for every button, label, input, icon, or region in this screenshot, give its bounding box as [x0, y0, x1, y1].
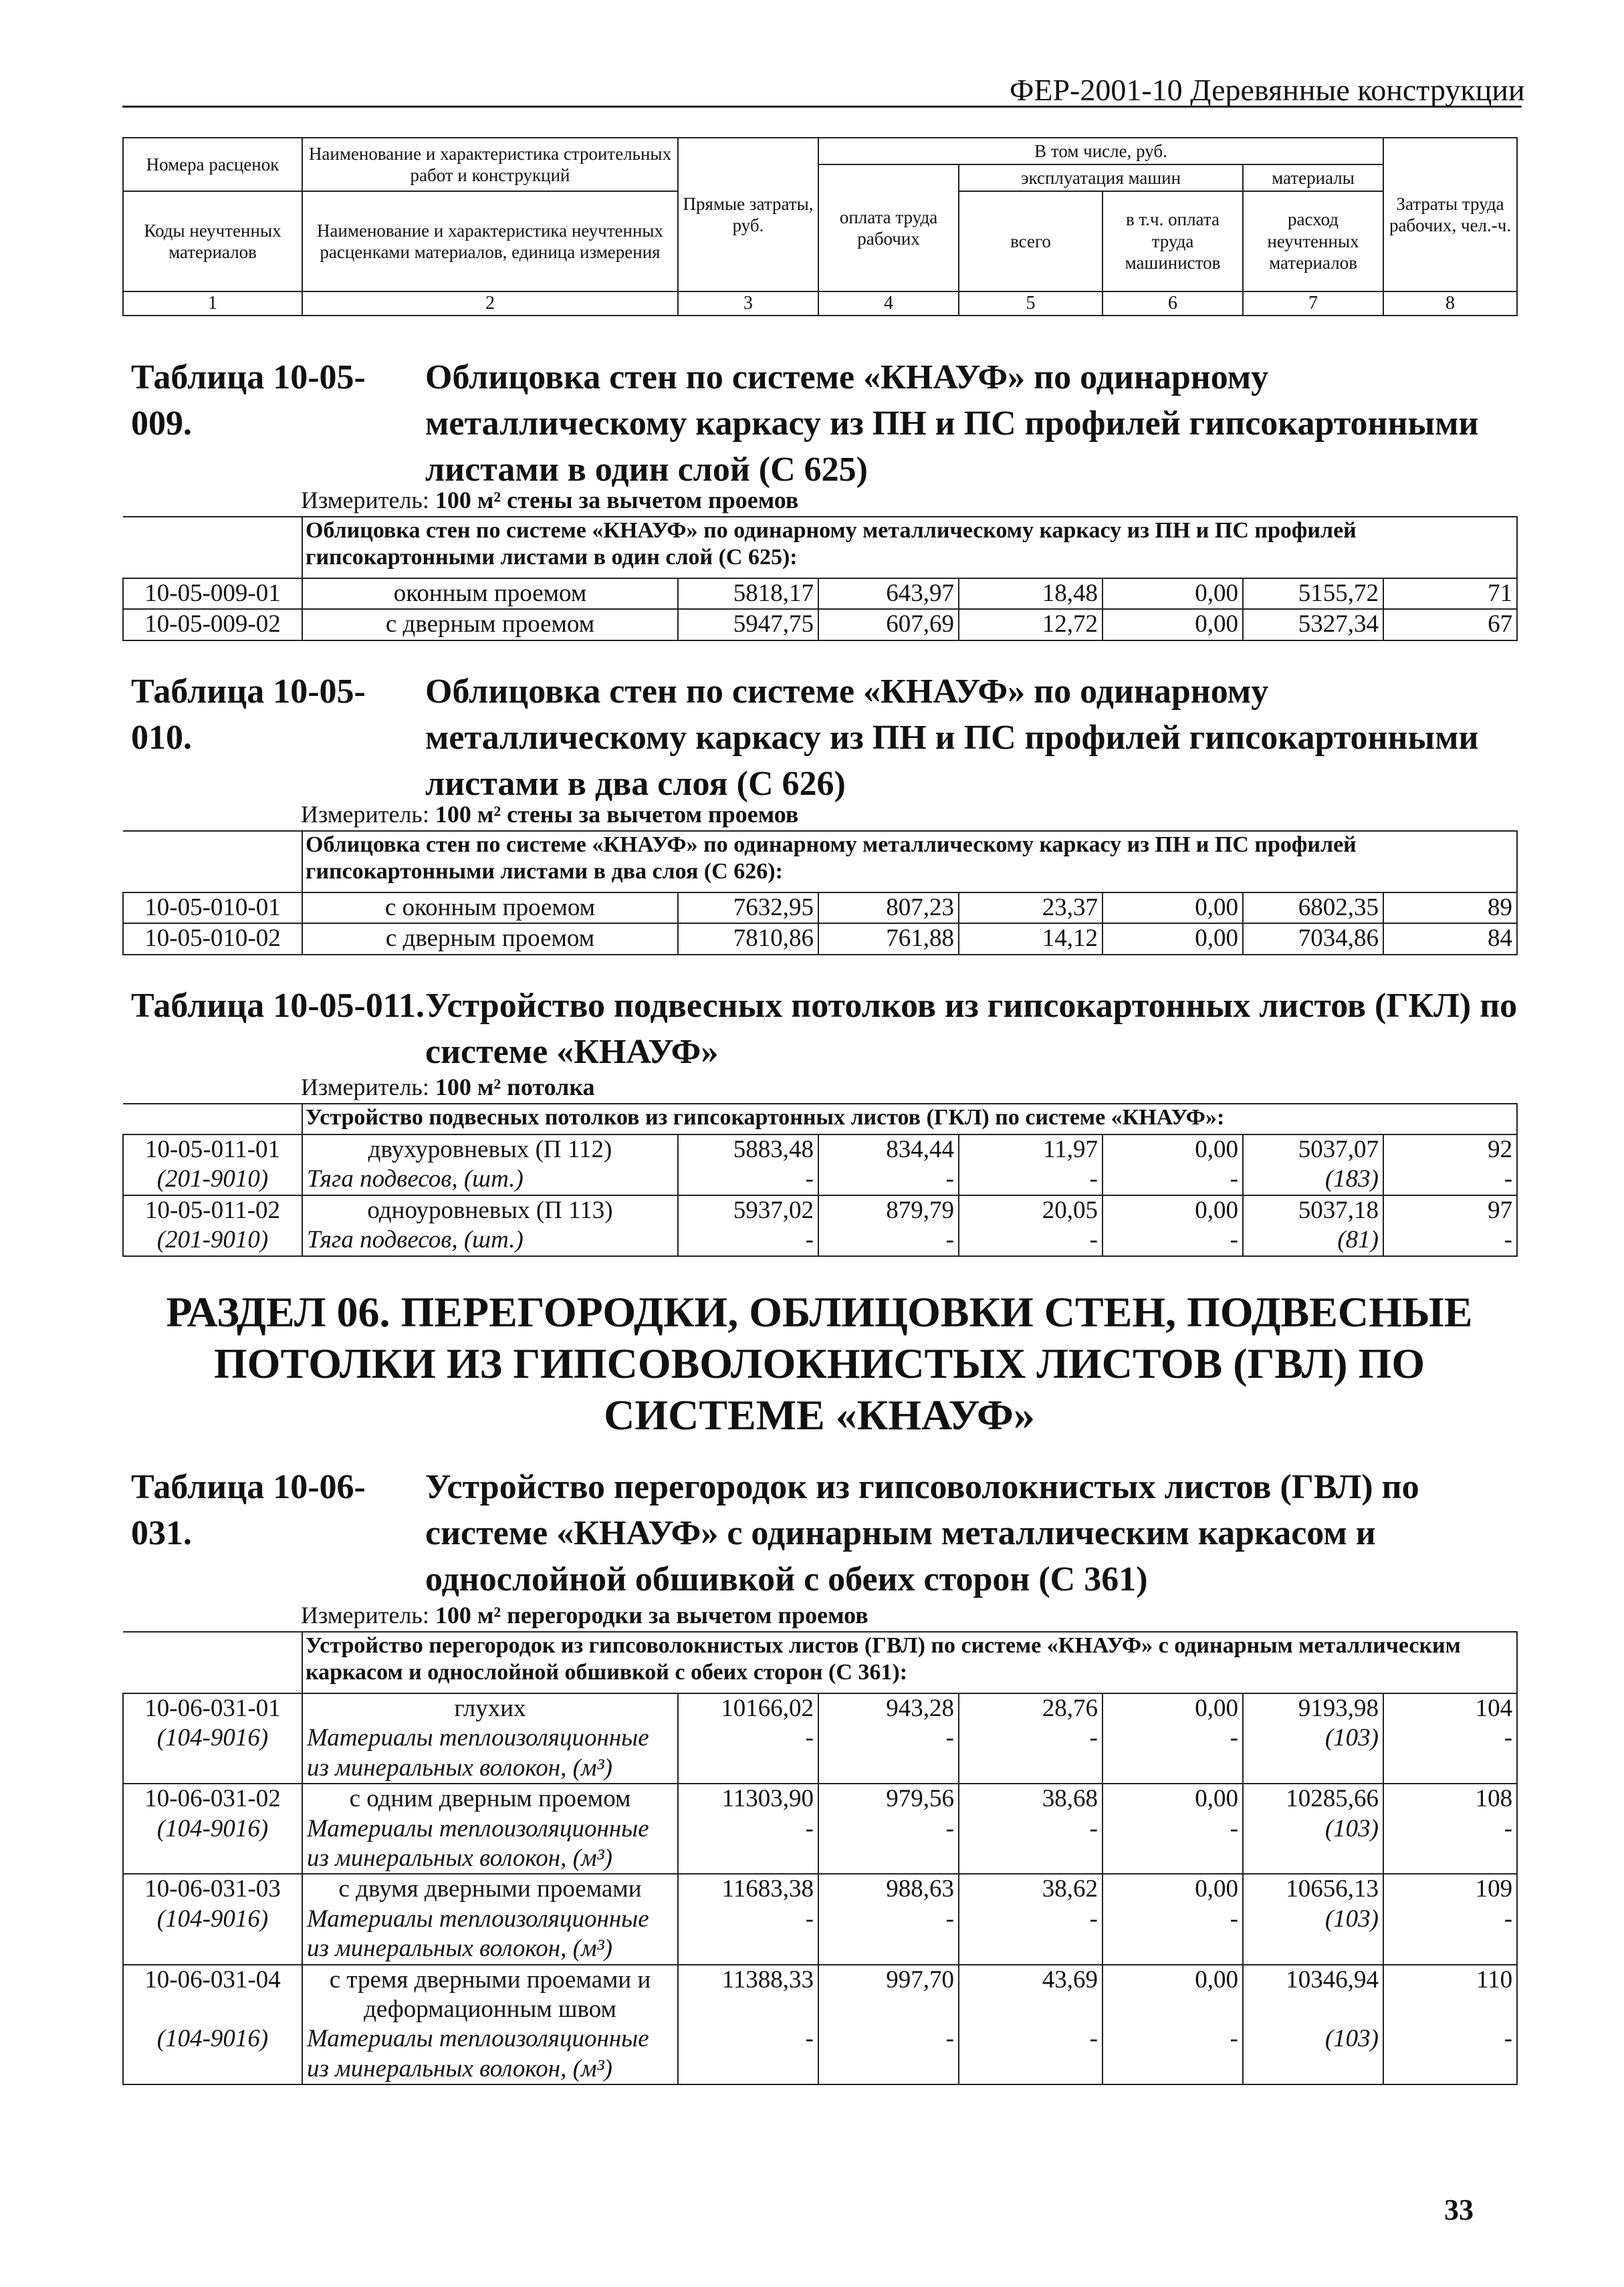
meter-prefix: Измеритель:: [301, 1602, 429, 1629]
machine-total: 38,68: [959, 1784, 1103, 1814]
dash: -: [959, 2024, 1103, 2084]
dash: -: [959, 1905, 1103, 1965]
machine-wages: 0,00: [1103, 1693, 1243, 1723]
dash: -: [678, 1814, 818, 1875]
col-number: 4: [818, 291, 959, 316]
machine-wages: 0,00: [1103, 609, 1243, 640]
dash: -: [678, 1165, 818, 1195]
dash: -: [1383, 1723, 1517, 1784]
dash: -: [678, 1905, 818, 1965]
direct-costs: 7632,95: [678, 892, 818, 923]
col-number: 3: [678, 291, 818, 316]
dash: -: [818, 1225, 959, 1255]
machine-total: 20,05: [959, 1195, 1103, 1225]
rates-table: [122, 516, 1518, 641]
rate-code: 10-05-009-01: [123, 578, 302, 609]
rate-code: 10-05-011-01: [123, 1134, 302, 1165]
page-header: ФЕР-2001-10 Деревянные конструкции: [1010, 73, 1525, 107]
direct-costs: 5883,48: [678, 1134, 818, 1165]
table-number: Таблица 10-05-009.: [131, 358, 366, 443]
labor: 92: [1383, 1134, 1517, 1165]
material-code: (201-9010): [123, 1165, 302, 1195]
meter-prefix: Измеритель:: [301, 1074, 429, 1100]
machine-wages: 0,00: [1103, 1134, 1243, 1165]
wages: 943,28: [818, 1693, 959, 1723]
dash: -: [1383, 1905, 1517, 1965]
material-name: Материалы теплоизоляционные из минеральных волокон, (м³): [302, 1814, 678, 1875]
col-number: 5: [959, 291, 1103, 316]
labor: 89: [1383, 892, 1517, 923]
dash: -: [1383, 1814, 1517, 1875]
dash: -: [818, 1814, 959, 1875]
materials: 6802,35: [1243, 892, 1383, 923]
rate-name: двухуровневых (П 112): [302, 1134, 678, 1165]
rate-code: 10-06-031-03: [123, 1874, 302, 1904]
machine-wages: 0,00: [1103, 892, 1243, 923]
material-consumption: (183): [1243, 1165, 1383, 1195]
header-including: В том числе, руб.: [818, 138, 1383, 164]
rate-name: одноуровневых (П 113): [302, 1195, 678, 1225]
direct-costs: 11388,33: [678, 1965, 818, 2025]
material-consumption: (103): [1243, 1723, 1383, 1784]
dash: -: [818, 1723, 959, 1784]
header-direct-costs: Прямые затраты, руб.: [678, 138, 818, 291]
rate-name: с дверным проемом: [302, 609, 678, 640]
dash: -: [1383, 2024, 1517, 2084]
col-number: 2: [302, 291, 678, 316]
machine-total: 18,48: [959, 578, 1103, 609]
table-caption: Устройство подвесных потолков из гипсокартонных листов (ГКЛ) по системе «КНАУФ»: [425, 987, 1518, 1072]
page-number: 33: [1444, 2193, 1474, 2226]
wages: 761,88: [818, 923, 959, 954]
machine-wages: 0,00: [1103, 1965, 1243, 2025]
machine-total: 23,37: [959, 892, 1103, 923]
meter-prefix: Измеритель:: [301, 801, 429, 828]
machine-total: 12,72: [959, 609, 1103, 640]
materials: 5037,07: [1243, 1134, 1383, 1165]
material-code: (104-9016): [123, 2024, 302, 2084]
dash: -: [818, 2024, 959, 2084]
materials: 5155,72: [1243, 578, 1383, 609]
machine-wages: 0,00: [1103, 1195, 1243, 1225]
dash: -: [1383, 1225, 1517, 1255]
table-number: Таблица 10-05-010.: [131, 673, 366, 757]
wages: 879,79: [818, 1195, 959, 1225]
col-number: 6: [1103, 291, 1243, 316]
direct-costs: 11683,38: [678, 1874, 818, 1904]
group-heading: Устройство подвесных потолков из гипсокартонных листов (ГКЛ) по системе «КНАУФ»:: [302, 1104, 1517, 1134]
wages: 834,44: [818, 1134, 959, 1165]
header-machine-total: всего: [959, 191, 1103, 291]
table-title: [131, 669, 1528, 807]
labor: 108: [1383, 1784, 1517, 1814]
material-name: Материалы теплоизоляционные из минеральных волокон, (м³): [302, 2024, 678, 2084]
meter-value: 100 м² стены за вычетом проемов: [435, 801, 799, 828]
material-consumption: (103): [1243, 1905, 1383, 1965]
wages: 807,23: [818, 892, 959, 923]
material-consumption: (81): [1243, 1225, 1383, 1255]
rate-code: 10-05-010-01: [123, 892, 302, 923]
dash: -: [959, 1165, 1103, 1195]
machine-total: 43,69: [959, 1965, 1103, 2025]
machine-wages: 0,00: [1103, 1874, 1243, 1904]
material-code: (104-9016): [123, 1814, 302, 1875]
material-code: (201-9010): [123, 1225, 302, 1255]
header-rule: [122, 106, 1522, 108]
rate-name: глухих: [302, 1693, 678, 1723]
machine-wages: 0,00: [1103, 578, 1243, 609]
materials: 7034,86: [1243, 923, 1383, 954]
labor: 71: [1383, 578, 1517, 609]
labor: 67: [1383, 609, 1517, 640]
labor: 97: [1383, 1195, 1517, 1225]
table-caption: Облицовка стен по системе «КНАУФ» по одинарному металлическому каркасу из ПН и ПС профилей гипсокартонными листами в один слой (С 625): [425, 358, 1479, 489]
section-title: РАЗДЕЛ 06. ПЕРЕГОРОДКИ, ОБЛИЦОВКИ СТЕН, ПОДВЕСНЫЕ ПОТОЛКИ ИЗ ГИПСОВОЛОКНИСТЫХ ЛИСТОВ (ГВЛ) ПО СИСТЕМЕ «КНАУФ»: [166, 1288, 1473, 1439]
materials: 5037,18: [1243, 1195, 1383, 1225]
table-meter: [301, 1073, 595, 1101]
header-codes-bottom: Коды неучтенных материалов: [123, 191, 302, 291]
table-caption: Устройство перегородок из гипсоволокнистых листов (ГВЛ) по системе «КНАУФ» с одинарным металлическим каркасом и однослойной обшивкой с обеих сторон (С 361): [425, 1468, 1419, 1599]
wages: 988,63: [818, 1874, 959, 1904]
dash: -: [1103, 1905, 1243, 1965]
material-code: (104-9016): [123, 1905, 302, 1965]
dash: -: [1103, 1723, 1243, 1784]
header-materials: материалы: [1243, 164, 1383, 191]
machine-total: 14,12: [959, 923, 1103, 954]
table-title: [131, 1464, 1528, 1602]
dash: -: [1103, 1814, 1243, 1875]
table-title: [131, 354, 1528, 493]
materials: 10285,66: [1243, 1784, 1383, 1814]
header-name-bottom: Наименование и характеристика неучтенных расценками материалов, единица измерения: [302, 191, 678, 291]
materials: 10346,94: [1243, 1965, 1383, 2025]
meter-value: 100 м² перегородки за вычетом проемов: [435, 1602, 868, 1629]
dash: -: [678, 1225, 818, 1255]
rate-code: 10-06-031-01: [123, 1693, 302, 1723]
rate-name: с дверным проемом: [302, 923, 678, 954]
dash: -: [1103, 1165, 1243, 1195]
col-number: 1: [123, 291, 302, 316]
labor: 84: [1383, 923, 1517, 954]
table-meter: [301, 1601, 868, 1629]
header-machine-wages: в т.ч. оплата труда машинистов: [1103, 191, 1243, 291]
meter-value: 100 м² стены за вычетом проемов: [435, 487, 799, 513]
material-name: Тяга подвесов, (шт.): [302, 1165, 678, 1195]
header-codes-top: Номера расценок: [123, 138, 302, 191]
meter-prefix: Измеритель:: [301, 487, 429, 513]
group-heading: Устройство перегородок из гипсоволокнистых листов (ГВЛ) по системе «КНАУФ» с одинарным металлическим каркасом и однослойной обшивкой с обеих сторон (С 361):: [302, 1632, 1517, 1693]
table-number: Таблица 10-06-031.: [131, 1468, 366, 1553]
wages: 607,69: [818, 609, 959, 640]
col-number: 8: [1383, 291, 1517, 316]
table-meter: [301, 486, 798, 514]
rate-name: с тремя дверными проемами и деформационным швом: [302, 1965, 678, 2025]
wages: 979,56: [818, 1784, 959, 1814]
group-heading: Облицовка стен по системе «КНАУФ» по одинарному металлическому каркасу из ПН и ПС профилей гипсокартонными листами в один слой (С 625):: [302, 517, 1517, 578]
rates-table: [122, 1103, 1518, 1257]
direct-costs: 5818,17: [678, 578, 818, 609]
material-name: Материалы теплоизоляционные из минеральных волокон, (м³): [302, 1905, 678, 1965]
machine-total: 11,97: [959, 1134, 1103, 1165]
direct-costs: 5947,75: [678, 609, 818, 640]
group-heading: Облицовка стен по системе «КНАУФ» по одинарному металлическому каркасу из ПН и ПС профилей гипсокартонными листами в два слоя (С 626):: [302, 831, 1517, 892]
wages: 643,97: [818, 578, 959, 609]
materials: 5327,34: [1243, 609, 1383, 640]
table-title: [131, 983, 1528, 1075]
header-name-top: Наименование и характеристика строительных работ и конструкций: [302, 138, 678, 191]
dash: -: [678, 1723, 818, 1784]
rate-name: с одним дверным проемом: [302, 1784, 678, 1814]
rates-table: [122, 1631, 1518, 2085]
meter-value: 100 м² потолка: [435, 1074, 595, 1100]
dash: -: [678, 2024, 818, 2084]
direct-costs: 5937,02: [678, 1195, 818, 1225]
rates-table: [122, 830, 1518, 955]
labor: 110: [1383, 1965, 1517, 2025]
dash: -: [818, 1165, 959, 1195]
header-labor: Затраты труда рабочих, чел.-ч.: [1383, 138, 1517, 291]
materials: 9193,98: [1243, 1693, 1383, 1723]
wages: 997,70: [818, 1965, 959, 2025]
direct-costs: 7810,86: [678, 923, 818, 954]
rate-code: 10-05-011-02: [123, 1195, 302, 1225]
material-name: Материалы теплоизоляционные из минеральных волокон, (м³): [302, 1723, 678, 1784]
header-materials-consumption: расход неучтенных материалов: [1243, 191, 1383, 291]
dash: -: [1103, 2024, 1243, 2084]
header-machine-operation: эксплуатация машин: [959, 164, 1243, 191]
rate-code: 10-06-031-04: [123, 1965, 302, 2025]
dash: -: [959, 1814, 1103, 1875]
rate-code: 10-06-031-02: [123, 1784, 302, 1814]
machine-wages: 0,00: [1103, 1784, 1243, 1814]
rate-name: оконным проемом: [302, 578, 678, 609]
column-header-table: [122, 137, 1518, 316]
machine-total: 28,76: [959, 1693, 1103, 1723]
dash: -: [959, 1723, 1103, 1784]
machine-wages: 0,00: [1103, 923, 1243, 954]
machine-total: 38,62: [959, 1874, 1103, 1904]
dash: -: [818, 1905, 959, 1965]
rate-name: с оконным проемом: [302, 892, 678, 923]
header-wages: оплата труда рабочих: [818, 164, 959, 291]
dash: -: [1103, 1225, 1243, 1255]
col-number: 7: [1243, 291, 1383, 316]
materials: 10656,13: [1243, 1874, 1383, 1904]
material-name: Тяга подвесов, (шт.): [302, 1225, 678, 1255]
direct-costs: 11303,90: [678, 1784, 818, 1814]
material-consumption: (103): [1243, 2024, 1383, 2084]
dash: -: [1383, 1165, 1517, 1195]
rate-name: с двумя дверными проемами: [302, 1874, 678, 1904]
rate-code: 10-05-009-02: [123, 609, 302, 640]
rate-code: 10-05-010-02: [123, 923, 302, 954]
direct-costs: 10166,02: [678, 1693, 818, 1723]
material-code: (104-9016): [123, 1723, 302, 1784]
table-caption: Облицовка стен по системе «КНАУФ» по одинарному металлическому каркасу из ПН и ПС профилей гипсокартонными листами в два слоя (С 626): [425, 673, 1479, 804]
table-number: Таблица 10-05-011.: [131, 987, 425, 1025]
material-consumption: (103): [1243, 1814, 1383, 1875]
labor: 104: [1383, 1693, 1517, 1723]
dash: -: [959, 1225, 1103, 1255]
table-meter: [301, 800, 798, 828]
labor: 109: [1383, 1874, 1517, 1904]
